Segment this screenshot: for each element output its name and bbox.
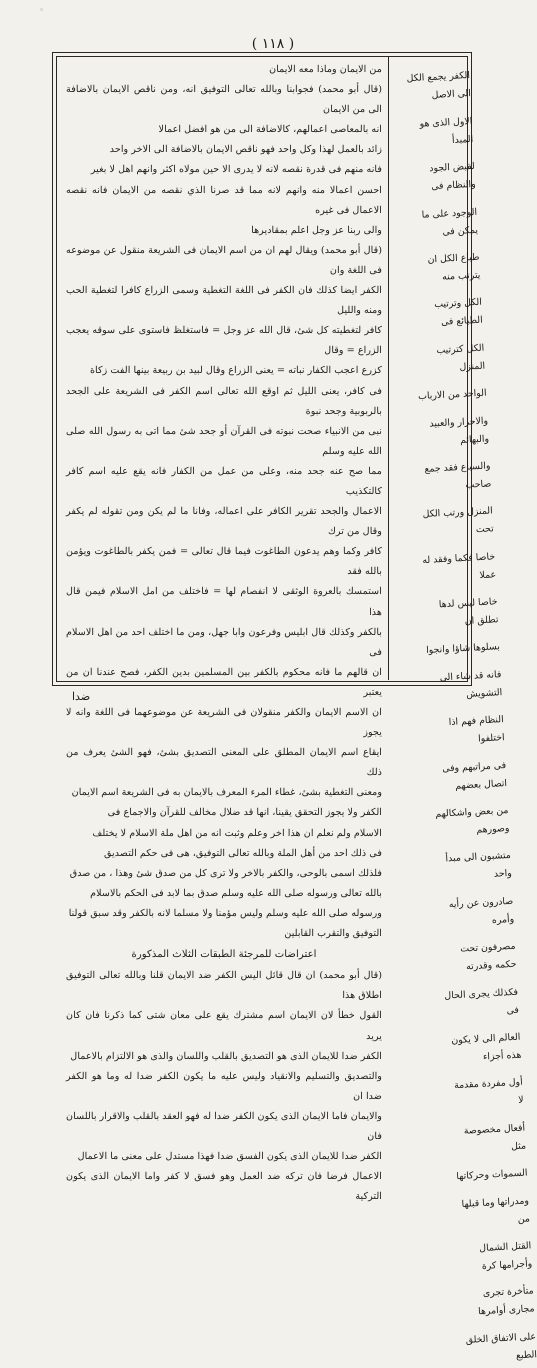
main-text-column	[66, 60, 382, 1203]
margin-line: الوجود على ما يمكن فى	[421, 206, 479, 238]
text-line: الكفر ولا يجوز التحقق يقينا، انها قد ضلال مخالف للقرآن والاجماع فى	[107, 807, 382, 819]
text-line: انه بالمعاصى اعمالهم، كالاضافة الى من هو افضل اعمالا	[158, 124, 382, 136]
margin-line: العالم الى لا يكون هذه أجزاء	[451, 1031, 522, 1063]
text-line: كافر وكما وهم يدعون الطاغوت فيما قال تعالى = فمن يكفر بالطاغوت ويؤمن بالله فقد	[66, 546, 382, 578]
margin-line: متأخرة تجرى مجارى أوامرها	[477, 1285, 535, 1318]
text-line: كافر لتغطيته كل شئ، قال الله عز وجل = فاستغلظ فاستوى على سوقه يعجب الزراع = وقال	[66, 325, 382, 357]
margin-line: بسلوها شاؤا وانجوا	[425, 641, 501, 657]
margin-line: أول مفردة مقدمة لا	[453, 1076, 524, 1107]
margin-line: ومدراتها وما قبلها من	[461, 1194, 531, 1225]
margin-line: فى مراتبهم وفى اتصال بعضهم	[441, 759, 508, 792]
text-line: (قال أبو محمد) ان قال قائل اليس الكفر ضد الايمان قلنا وبالله تعالى التوفيق اطلاق هذا	[66, 970, 382, 1002]
text-line: الاعمال فرضا فان تركه ضد العمل وهو فسق لا كفر واما الايمان الذى يكون التركية	[66, 1171, 382, 1203]
text-line: فانه منهم فى قدرة نقصه لانه لا يدرى الا حين مولاه اكثر وانهم اهل لا بغير	[90, 164, 382, 176]
scan-artifact	[40, 8, 43, 11]
text-line: الاعمال والجحد تقرير الكافر على اعماله، وفانا ما لم يكن ومن تقوله لم يكفر وقال من ترك	[66, 506, 382, 538]
text-line: مما صح عنه جحد منه، وعلى من عمل من الكفار فانه يقع عليه اسم كافر كالتكذيب	[66, 465, 382, 497]
margin-line: الكل وترتيب الطبائع فى	[433, 297, 484, 329]
text-line: من الايمان وماذا معه الايمان	[269, 64, 382, 75]
margin-text-block	[394, 67, 537, 1368]
text-line: احسن اعمالا منه وانهم لانه مما قد صرنا الذي نقصه من الايمان فانه نقصه الاعمال فى غيره	[66, 184, 382, 216]
text-line: فلذلك اسمى بالوحى، والكفر بالاخر ولا ترى كل من صدق شئ وهذا ، من صدق	[69, 867, 382, 879]
margin-line: النظام فهم اذا اختلفوا	[448, 714, 505, 745]
text-line: القول خطأ لان الايمان اسم مشترك يقع على معان شتى كما ذكرنا فان كان يريد	[66, 1010, 382, 1042]
text-line: (قال أبو محمد) ويقال لهم ان من اسم الايمان فى الشريعة منقول عن موضوعه فى اللغة وان	[66, 244, 382, 276]
main-text-block	[66, 60, 382, 944]
margin-line: من بعض واشكالهم وصورهم	[435, 805, 510, 836]
text-line: ان الاسم الايمان والكفر منقولان فى الشريعة عن موضوعهما فى اللغة وانه لا يجوز	[66, 707, 382, 739]
text-line: ومعنى التغطية بشئ، غطاء المرء المعرف بالايمان به فى الشريعة اسم الايمان	[71, 787, 382, 799]
margin-line: خاصا فكما وفقد له عملا	[422, 551, 497, 581]
text-line: فى ذلك احد من أهل الملة وبالله تعالى التوفيق، هى فى حكم التصديق	[103, 847, 382, 859]
text-line: بالكفر وكذلك قال ابليس وفرعون وابا جهل، ومن ما اختلف احد من اهل الاسلام فى	[66, 626, 382, 658]
margin-line: السموات وحركاتها	[456, 1167, 528, 1183]
margin-line: الكل كترتيب المنزل	[436, 342, 486, 373]
page-number: ( ١١٨ )	[251, 36, 295, 52]
margin-line: خاصا ليس لدها تطلق ان	[438, 596, 499, 628]
margin-line: الواحد من الارباب	[417, 387, 487, 403]
text-line: نبى من الانبياء صحت نبوته فى القرآن أو جحد شئ مما اتى به رسول الله صلى الله عليه وسلم	[66, 425, 382, 457]
text-line: الكفر ايضا كذلك فان الكفر فى اللغة التغطية وسمى الزراع كافرا لتغطية الحب ومنه والليل	[66, 285, 382, 317]
margin-line: والاحرار والعبيد والبهائم	[429, 415, 490, 446]
margin-line: فانه قد شاء الى التشويش	[439, 669, 503, 700]
margin-line: الكفر يجمع الكل الى الاصل	[406, 70, 472, 102]
margin-line: مصرفون تحت حكمه وقدرته	[459, 940, 517, 973]
main-text-block-2	[66, 966, 382, 1207]
text-line: استمسك بالعروة الوثقى لا انفصام لها = فاختلف من امل الاسلام فيمن قال هذا	[66, 586, 382, 618]
text-line: فى كافر، يعنى الليل ثم اوقع الله تعالى اسم الكفر فى الشريعة على الجحد بالربوبية وجحد نبوة	[66, 385, 382, 417]
text-line: والى ربنا عز وجل اعلم بمقاديرها	[251, 224, 382, 236]
catchword: ضدا	[72, 690, 91, 703]
text-line: والتصديق والتسليم والانقياد وليس عليه ما يكون الكفر ضدا له وما هو الكفر ضدا ان	[66, 1070, 382, 1102]
margin-line: لقبض الجود والنظام فى	[429, 161, 476, 193]
text-line: الكفر ضدا للايمان الذى هو التصديق بالقلب واللسان والذى هو الالتزام بالاعمال	[70, 1050, 382, 1062]
section-heading: اعتراضات للمرجئة الطبقات الثلاث المذكورة	[131, 949, 317, 961]
margin-line: الاول الذى هو المبدأ	[419, 115, 474, 146]
text-line: ان قالهم ما فانه محكوم بالكفر بين المسلمين بدين الكفر، فصح عندنا ان من يعتبر	[66, 666, 382, 698]
margin-line: أفعال مخصوصة مثل	[463, 1122, 527, 1153]
text-line: ورسوله صلى الله عليه وسلم وليس مؤمنا ولا مسلما لانه بالكفر وقد سبق قولنا	[68, 907, 382, 919]
margin-line: المنزل ورتب الكل تحت	[422, 505, 494, 536]
margin-line: القتل الشمال وأجرامها كرة	[479, 1240, 533, 1272]
margin-line: متشبون الى مبدأ واحد	[445, 850, 513, 881]
column-divider	[388, 56, 389, 680]
text-line: بالله تعالى ورسوله صلى الله عليه وسلم صدق بما لابد فى الحكم بالاسلام	[90, 887, 382, 899]
margin-line: على الاتفاق الخلق الطبع	[465, 1330, 537, 1362]
text-line: والايمان فاما الايمان الذى يكون الكفر ضدا له فهو العقد بالقلب والاقرار باللسان فان	[66, 1110, 382, 1142]
margin-line: فكذلك يجرى الحال فى	[444, 986, 520, 1016]
text-line: الكفر ضدا للايمان الذى يكون الفسق ضدا فهذا مستدل على معنى ما الاعمال	[77, 1151, 382, 1163]
text-line: الاسلام ولم نعلم ان هذا اخر وعلم وثبت انه من اهل ملة الاسلام لا يختلف	[92, 827, 382, 839]
margin-line: طباع الكل ان يترتب منه	[427, 251, 481, 283]
margin-line: صادرون عن رأيه وأمره	[448, 895, 515, 926]
text-line: زائد بالعمل لهذا وكل واحد فهو ناقص الايمان بالاضافة الى الاخر واحد	[109, 144, 382, 156]
margin-line: والسباع فقد جمع صاحب	[424, 460, 492, 491]
text-line: (قال أبو محمد) فجوابنا وبالله تعالى التوفيق انه، ومن ناقص الايمان بالاضافة الى من الايمان	[66, 84, 382, 116]
text-line: كزرع اعجب الكفار نباته = يعنى الزراع وقال لبيد بن ربيعة بينها الفت زكاة	[89, 365, 382, 377]
text-line: ايقاع اسم الايمان المطلق على المعنى التصديق بشئ، فهو الشئ يعرف من ذلك	[66, 747, 382, 779]
text-line: التوفيق والتقرب القابلين	[284, 928, 382, 940]
